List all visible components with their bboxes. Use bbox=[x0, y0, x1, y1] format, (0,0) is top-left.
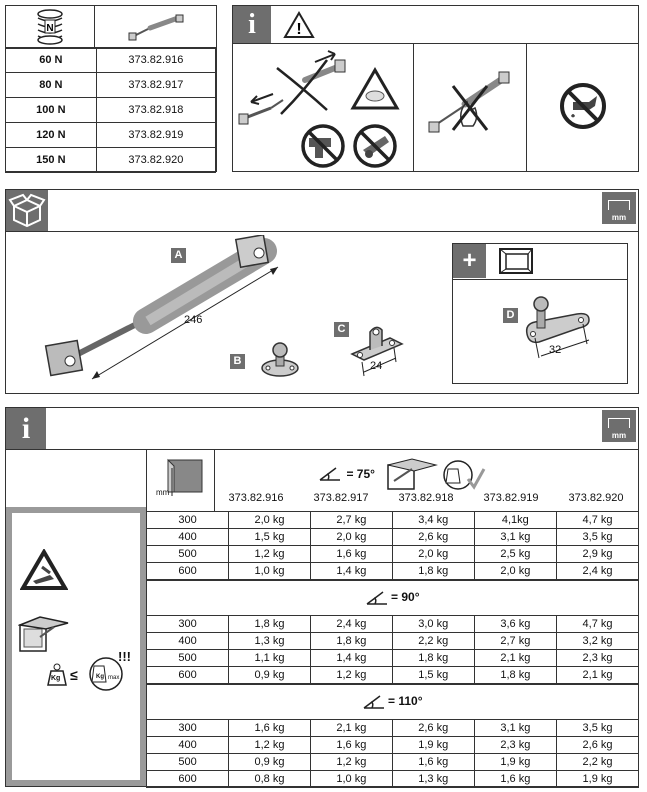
depth-cell: 600 bbox=[147, 771, 229, 788]
weight-cell: 2,3 kg bbox=[474, 737, 556, 754]
weight-label: Kg bbox=[51, 675, 61, 682]
weight-cell: 2,1 kg bbox=[474, 650, 556, 667]
weight-cell: 1,5 kg bbox=[229, 529, 311, 546]
mm-unit-icon: mm bbox=[602, 410, 636, 442]
opening-angle-icon bbox=[318, 466, 342, 482]
weight-cell: 1,6 kg bbox=[310, 546, 392, 563]
weight-cell: 1,3 kg bbox=[229, 633, 311, 650]
depth-cell: 600 bbox=[147, 667, 229, 685]
weight-cell: 2,0 kg bbox=[474, 563, 556, 581]
article-column-header: 373.82.918 bbox=[398, 492, 454, 504]
warnings-header bbox=[233, 6, 638, 44]
opening-angle-icon bbox=[362, 694, 386, 710]
max-weight-kg-label: Kg bbox=[96, 674, 104, 680]
warnings-panel bbox=[232, 5, 639, 172]
weight-cell: 3,5 kg bbox=[557, 720, 639, 737]
weight-cell: 1,9 kg bbox=[557, 771, 639, 788]
weight-cell: 2,1 kg bbox=[310, 720, 392, 737]
weight-cell: 2,4 kg bbox=[310, 616, 392, 633]
weight-cell: 2,7 kg bbox=[310, 512, 392, 529]
force-cell: 120 N bbox=[6, 123, 97, 148]
article-column-header: 373.82.917 bbox=[313, 492, 369, 504]
spec-table-panel bbox=[5, 5, 217, 172]
weight-cell: 1,6 kg bbox=[229, 720, 311, 737]
weight-cell: 1,2 kg bbox=[229, 737, 311, 754]
weight-cell: 1,8 kg bbox=[229, 616, 311, 633]
info-icon: i bbox=[233, 6, 271, 43]
angle-row bbox=[147, 580, 639, 616]
force-cell: 80 N bbox=[6, 73, 97, 98]
info-icon: i bbox=[6, 408, 46, 449]
weight-cell: 2,0 kg bbox=[310, 529, 392, 546]
depth-cell: 500 bbox=[147, 650, 229, 667]
gas-strut-icon bbox=[126, 14, 188, 42]
load-row bbox=[147, 546, 639, 563]
weight-cell: 1,8 kg bbox=[392, 563, 474, 581]
weight-cell: 4,1kg bbox=[474, 512, 556, 529]
spec-row bbox=[6, 98, 216, 123]
weight-cell: 1,4 kg bbox=[310, 563, 392, 581]
weight-cell: 1,4 kg bbox=[310, 650, 392, 667]
weight-cell: 0,8 kg bbox=[229, 771, 311, 788]
weight-cell: 3,0 kg bbox=[392, 616, 474, 633]
spec-row bbox=[6, 148, 216, 173]
weight-cell: 3,2 kg bbox=[557, 633, 639, 650]
label-c: C bbox=[334, 322, 349, 337]
weight-cell: 2,6 kg bbox=[392, 529, 474, 546]
weight-cell: 1,8 kg bbox=[392, 650, 474, 667]
flap-opening-icon bbox=[386, 455, 438, 493]
spec-row bbox=[6, 123, 216, 148]
weight-cell: 3,4 kg bbox=[392, 512, 474, 529]
label-a: A bbox=[171, 248, 186, 263]
cabinet-flap-icon bbox=[18, 615, 70, 655]
weight-cell: 0,9 kg bbox=[229, 667, 311, 685]
weight-cell: 1,9 kg bbox=[474, 754, 556, 771]
cabinet-icon bbox=[497, 246, 537, 276]
depth-cell: 600 bbox=[147, 563, 229, 581]
weight-cell: 1,0 kg bbox=[229, 563, 311, 581]
plus-icon: + bbox=[453, 244, 486, 278]
no-lubricate-icon bbox=[559, 82, 607, 130]
angle-row bbox=[147, 684, 639, 720]
dimension-c: 24 bbox=[370, 360, 383, 372]
weight-cell: 1,8 kg bbox=[310, 633, 392, 650]
depth-cell: 400 bbox=[147, 633, 229, 650]
load-row bbox=[147, 754, 639, 771]
force-cell: 150 N bbox=[6, 148, 97, 173]
weight-cell: 1,1 kg bbox=[229, 650, 311, 667]
depth-cell: 300 bbox=[147, 616, 229, 633]
box-package-icon bbox=[6, 190, 48, 231]
article-column-header: 373.82.919 bbox=[483, 492, 539, 504]
weight-cell: 3,1 kg bbox=[474, 720, 556, 737]
mm-unit-icon: mm bbox=[602, 192, 636, 224]
label-d: D bbox=[503, 308, 518, 323]
weight-cell: 3,5 kg bbox=[557, 529, 639, 546]
article-column-header: 373.82.920 bbox=[568, 492, 624, 504]
angle-label: = 110° bbox=[388, 693, 423, 708]
weight-cell: 4,7 kg bbox=[557, 616, 639, 633]
weight-cell: 1,5 kg bbox=[392, 667, 474, 685]
load-table-header bbox=[6, 408, 638, 450]
article-column-header: 373.82.916 bbox=[228, 492, 284, 504]
depth-cell: 500 bbox=[147, 546, 229, 563]
weight-cell: 1,6 kg bbox=[310, 737, 392, 754]
weight-cell: 2,2 kg bbox=[557, 754, 639, 771]
weight-cell: 2,2 kg bbox=[392, 633, 474, 650]
weight-cell: 2,9 kg bbox=[557, 546, 639, 563]
force-cell: 100 N bbox=[6, 98, 97, 123]
weight-cell: 3,1 kg bbox=[474, 529, 556, 546]
depth-cell: 400 bbox=[147, 529, 229, 546]
load-table bbox=[146, 511, 639, 788]
less-or-equal-sign: ≤ bbox=[70, 667, 78, 683]
article-cell: 373.82.917 bbox=[96, 73, 215, 98]
svg-text:N: N bbox=[46, 23, 54, 34]
load-row bbox=[147, 720, 639, 737]
weight-cell: 2,7 kg bbox=[474, 633, 556, 650]
optional-accessory-box bbox=[452, 243, 628, 384]
weight-cell: 1,3 kg bbox=[392, 771, 474, 788]
load-row bbox=[147, 633, 639, 650]
depth-cell: 500 bbox=[147, 754, 229, 771]
article-cell: 373.82.920 bbox=[96, 148, 215, 173]
weight-cell: 1,0 kg bbox=[310, 771, 392, 788]
label-b: B bbox=[230, 354, 245, 369]
weight-cell: 1,9 kg bbox=[392, 737, 474, 754]
weight-cell: 3,6 kg bbox=[474, 616, 556, 633]
article-cell: 373.82.916 bbox=[96, 48, 215, 73]
angle-75-header: = 75° bbox=[318, 465, 375, 483]
load-row bbox=[147, 512, 639, 529]
weight-cell: 2,3 kg bbox=[557, 650, 639, 667]
spec-table bbox=[5, 47, 216, 173]
svg-text:!: ! bbox=[296, 21, 302, 38]
load-row bbox=[147, 529, 639, 546]
load-row bbox=[147, 771, 639, 788]
load-table-panel bbox=[5, 407, 639, 787]
depth-cell: 400 bbox=[147, 737, 229, 754]
weight-cell: 1,2 kg bbox=[310, 754, 392, 771]
depth-unit-label: mm bbox=[156, 488, 170, 497]
weight-cell: 1,2 kg bbox=[310, 667, 392, 685]
weight-cell: 1,6 kg bbox=[474, 771, 556, 788]
load-row bbox=[147, 650, 639, 667]
weight-cell: 2,0 kg bbox=[392, 546, 474, 563]
parts-header bbox=[6, 190, 638, 232]
weight-cell: 1,2 kg bbox=[229, 546, 311, 563]
force-cell: 60 N bbox=[6, 48, 97, 73]
spec-row bbox=[6, 48, 216, 73]
article-cell: 373.82.918 bbox=[96, 98, 215, 123]
safety-side-panel bbox=[6, 507, 146, 786]
opening-angle-icon bbox=[365, 590, 389, 606]
weight-cell: 2,6 kg bbox=[392, 720, 474, 737]
no-fire-illustration bbox=[423, 66, 519, 136]
optional-header bbox=[453, 244, 627, 280]
dimension-a: 246 bbox=[184, 314, 203, 326]
ball-stud-part-b bbox=[256, 340, 304, 380]
weight-cell: 4,7 kg bbox=[557, 512, 639, 529]
weight-cell: 0,9 kg bbox=[229, 754, 311, 771]
spring-icon bbox=[36, 9, 64, 45]
weight-cell: 2,4 kg bbox=[557, 563, 639, 581]
max-label: max ! bbox=[108, 675, 123, 681]
weight-cell: 2,1 kg bbox=[557, 667, 639, 685]
weight-cell: 2,6 kg bbox=[557, 737, 639, 754]
weight-cell: 2,5 kg bbox=[474, 546, 556, 563]
no-disassemble-illustration bbox=[235, 50, 411, 170]
spec-header-row bbox=[6, 6, 215, 49]
weight-cell: 1,6 kg bbox=[392, 754, 474, 771]
weight-check-icon bbox=[440, 455, 486, 493]
parts-panel bbox=[5, 189, 639, 394]
warning-triangle-icon bbox=[283, 11, 315, 39]
load-row bbox=[147, 667, 639, 685]
weight-cell: 1,8 kg bbox=[474, 667, 556, 685]
dimension-d: 32 bbox=[549, 344, 562, 356]
depth-cell: 300 bbox=[147, 720, 229, 737]
angle-label: = 90° bbox=[391, 589, 420, 604]
exclamation-marks: !!! bbox=[118, 649, 131, 664]
article-cell: 373.82.919 bbox=[96, 123, 215, 148]
load-row bbox=[147, 616, 639, 633]
spec-row bbox=[6, 73, 216, 98]
load-row bbox=[147, 563, 639, 581]
weight-cell: 2,0 kg bbox=[229, 512, 311, 529]
load-row bbox=[147, 737, 639, 754]
hand-crush-warning-icon bbox=[20, 549, 68, 591]
depth-cell: 300 bbox=[147, 512, 229, 529]
